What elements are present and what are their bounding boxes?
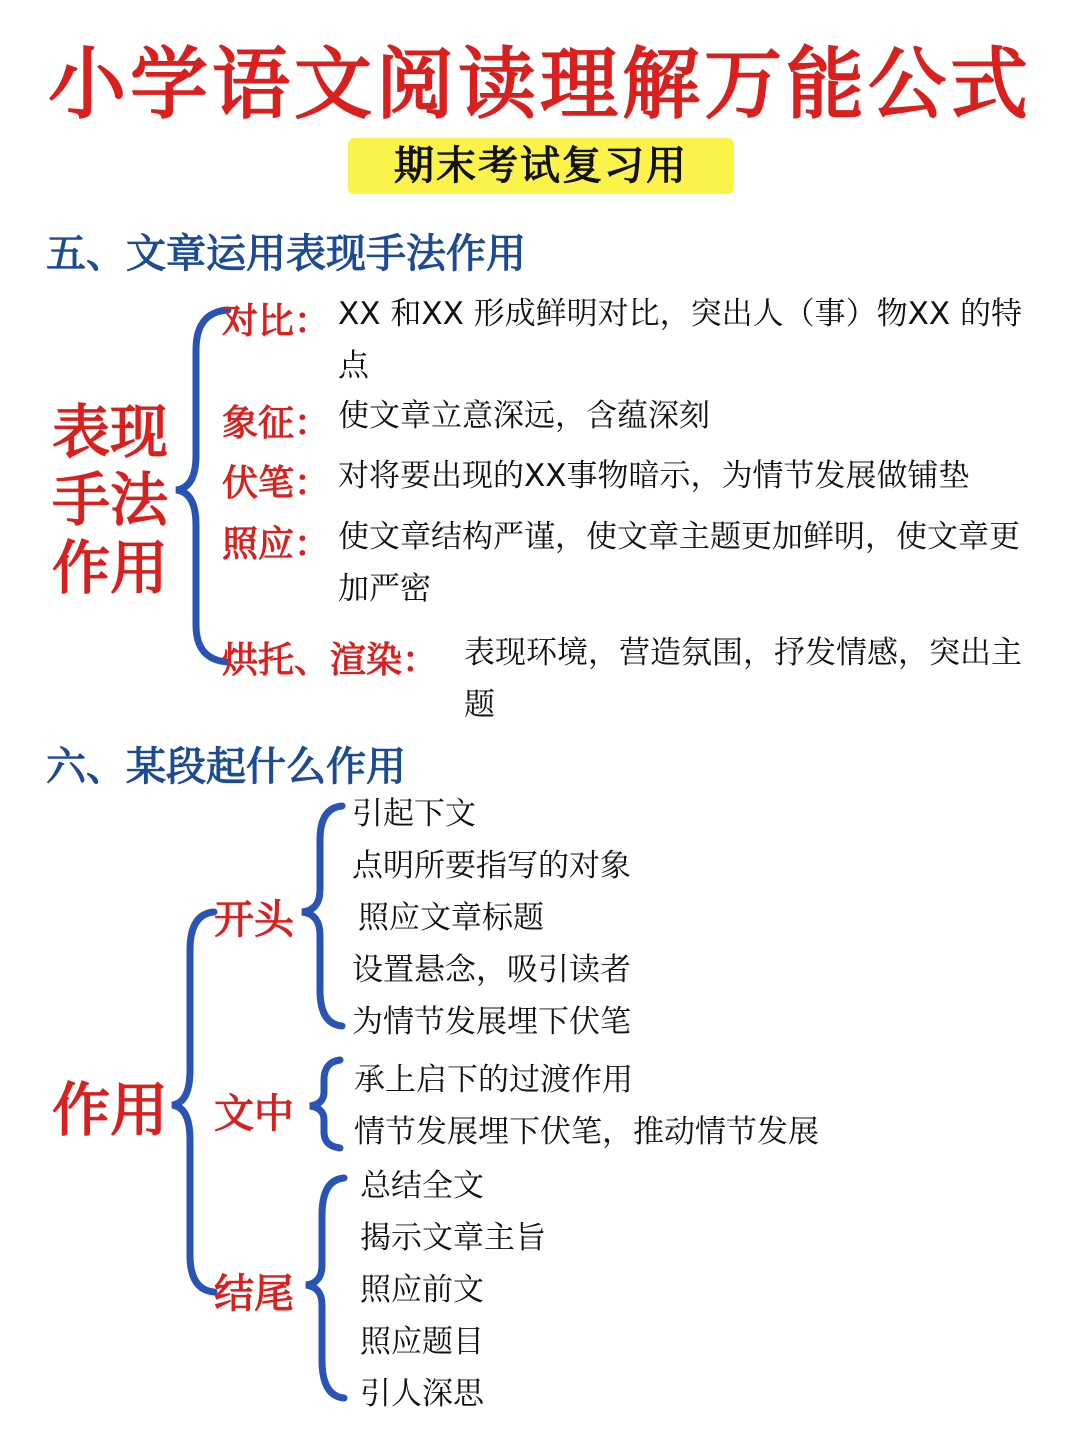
brace-opening — [302, 806, 342, 1026]
term-symbol: 象征： — [222, 402, 331, 444]
list-item: 照应前文 — [360, 1272, 484, 1308]
list-item: 照应题目 — [360, 1324, 484, 1360]
desc-echo: 使文章结构严谨，使文章主题更加鲜明，使文章更加严密 — [338, 519, 1020, 607]
term-contrast: 对比： — [222, 300, 331, 342]
list-item: 点明所要指写的对象 — [352, 848, 631, 884]
list-item: 引起下文 — [352, 796, 476, 832]
list-item: 总结全文 — [360, 1168, 484, 1204]
page-title: 小学语文阅读理解万能公式 — [47, 39, 1032, 130]
term-setoff: 烘托、渲染： — [222, 639, 439, 681]
section6-heading: 六、某段起什么作用 — [46, 743, 406, 790]
group-opening-label: 开头 — [214, 896, 294, 943]
group-ending-label: 结尾 — [214, 1270, 294, 1317]
brace-ending — [306, 1178, 344, 1398]
brace-middle — [310, 1060, 340, 1148]
term-foreshadow: 伏笔： — [222, 462, 331, 504]
list-item: 承上启下的过渡作用 — [354, 1062, 633, 1098]
brace-section5 — [176, 310, 228, 662]
section5-label: 表现手法作用 — [52, 398, 169, 602]
list-item: 引人深思 — [360, 1376, 484, 1412]
section5-heading: 五、文章运用表现手法作用 — [46, 230, 526, 277]
desc-symbol: 使文章立意深远，含蕴深刻 — [338, 398, 710, 434]
desc-foreshadow: 对将要出现的XX事物暗示，为情节发展做铺垫 — [338, 458, 970, 494]
list-item: 设置悬念，吸引读者 — [352, 952, 631, 988]
brace-section6-main — [172, 912, 214, 1292]
section6-label: 作用 — [52, 1076, 169, 1144]
list-item: 揭示文章主旨 — [360, 1220, 546, 1256]
list-item: 情节发展埋下伏笔，推动情节发展 — [354, 1114, 819, 1150]
desc-setoff: 表现环境，营造氛围，抒发情感，突出主题 — [464, 635, 1022, 723]
list-item: 为情节发展埋下伏笔 — [352, 1004, 631, 1040]
desc-contrast: XX 和XX 形成鲜明对比，突出人（事）物XX 的特点 — [338, 296, 1022, 384]
term-echo: 照应： — [222, 523, 331, 565]
list-item: 照应文章标题 — [358, 900, 544, 936]
subtitle: 期末考试复习用 — [394, 142, 688, 189]
group-middle-label: 文中 — [214, 1090, 294, 1137]
